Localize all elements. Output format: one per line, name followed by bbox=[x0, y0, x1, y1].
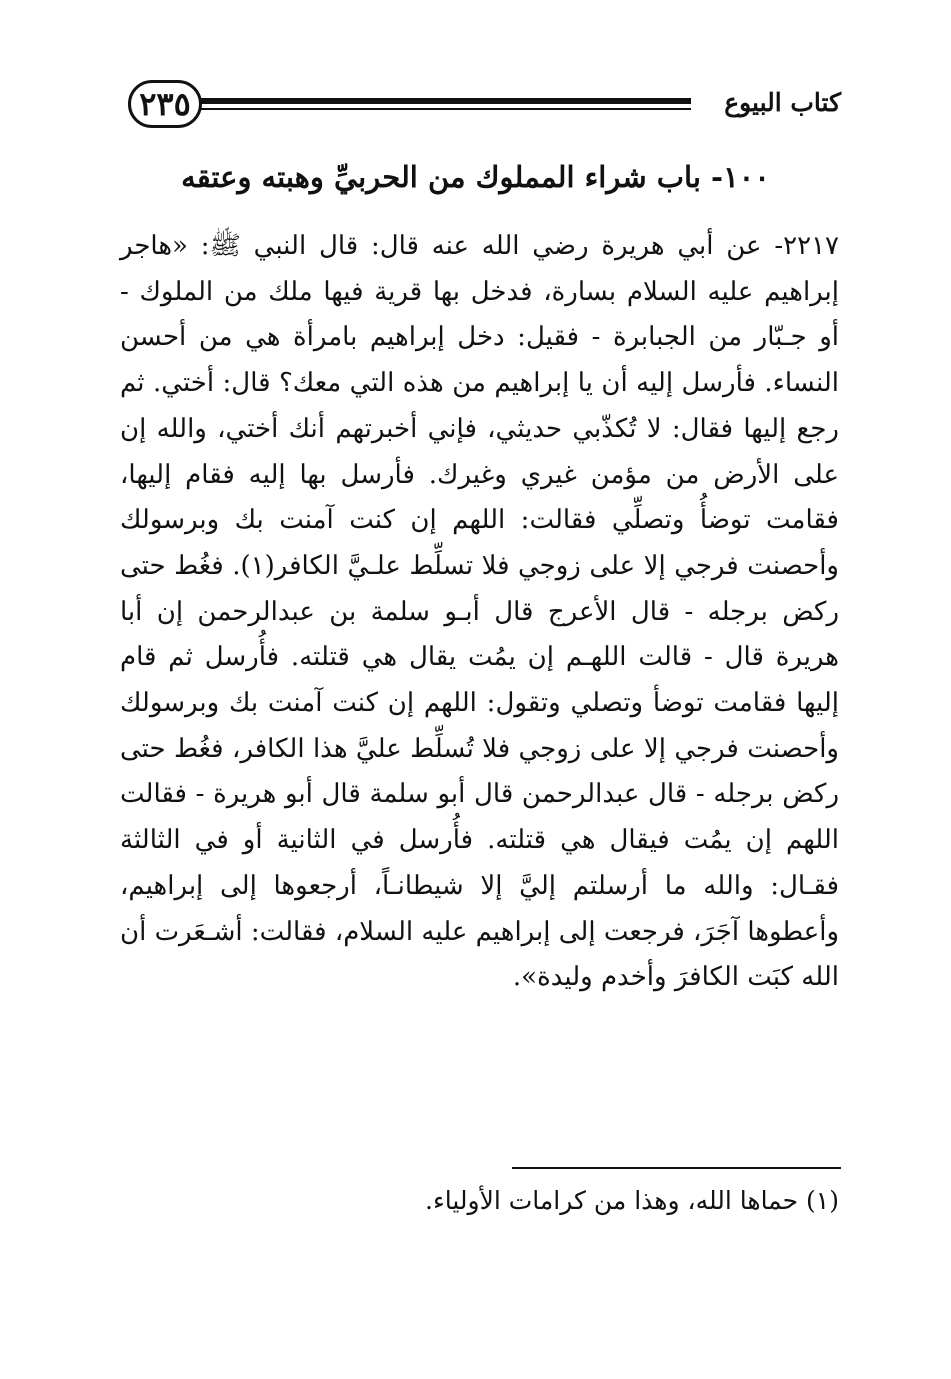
page-header bbox=[128, 80, 841, 132]
chapter-title: ١٠٠- باب شراء المملوك من الحربيِّ وهبته وعتقه bbox=[181, 160, 770, 194]
footnote: (١) حماها الله، وهذا من كرامات الأولياء. bbox=[425, 1186, 839, 1215]
header-rule bbox=[198, 98, 691, 110]
running-title: كتاب البيوع bbox=[724, 88, 841, 117]
footnote-separator bbox=[512, 1167, 841, 1169]
hadith-text: ٢٢١٧- عن أبي هريرة رضي الله عنه قال: قال النبي ﷺ: «هاجر إبراهيم عليه السلام بسارة، فدخل بها قرية فيها ملك من الملوك - أو جـبّار من الجبابرة - فقيل: دخل إبراهيم بامرأة هي من أحسن النساء. فأرسل إليه أن يا إبراهيم من هذه التي معك؟ قال: أختي. ثم رجع إليها فقال: لا تُكذّبي حديثي، فإني أخبرتهم أنك أختي، والله إن على الأرض من مؤمن غيري وغيرك. فأرسل بها إليه فقام إليها، فقامت توضأُ وتصلِّي فقالت: اللهم إن كنت آمنت بك وبرسولك وأحصنت فرجي إلا على زوجي فلا تسلِّط علـيَّ الكافر(١). فغُط حتى ركض برجله - قال الأعرج قال أبـو سلمة بن عبدالرحمن إن أبا هريرة قال - قالت اللهـم إن يمُت يقال هي قتلته. فأُرسل ثم قام إليها فقامت توضأ وتصلي وتقول: اللهم إن كنت آمنت بك وبرسولك وأحصنت فرجي إلا على زوجي فلا تُسلِّط عليَّ هذا الكافر، فغُط حتى ركض برجله - قال عبدالرحمن قال أبو سلمة قال أبو هريرة - فقالت اللهم إن يمُت فيقال هي قتلته. فأُرسل في الثانية أو في الثالثة فقـال: والله ما أرسلتم إليَّ إلا شيطانـاً، أرجعوها إلى إبراهيم، وأعطوها آجَرَ، فرجعت إلى إبراهيم عليه السلام، فقالت: أشـعَرت أن الله كبَت الكافرَ وأخدم وليدة». bbox=[120, 231, 839, 993]
page-number-badge: ٢٣٥ bbox=[128, 80, 202, 128]
